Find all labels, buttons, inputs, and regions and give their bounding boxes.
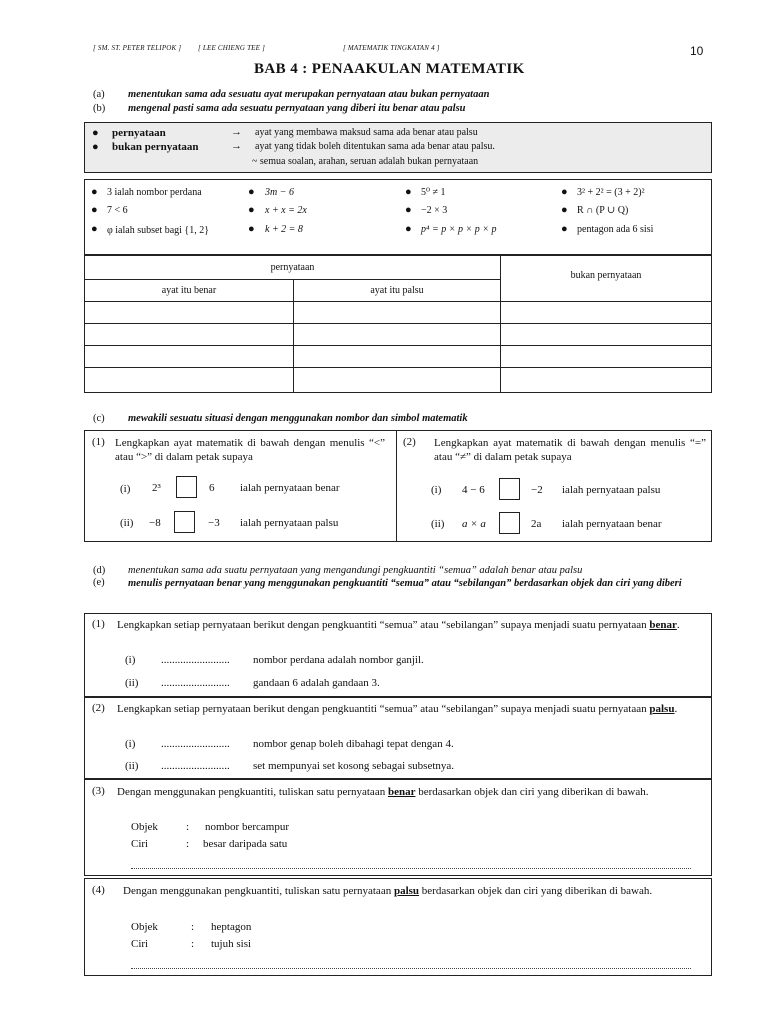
bullet: ●: [561, 204, 568, 216]
expression-right: −3: [208, 517, 220, 529]
objective-a-text: menentukan sama ada sesuatu ayat merupakan pernyataan atau bukan pernyataan: [128, 89, 490, 100]
quantifier-question-1: [84, 613, 712, 697]
sentence-item: pentagon ada 6 sisi: [577, 224, 654, 235]
question-number: (1): [92, 436, 105, 448]
bullet: ●: [248, 204, 255, 216]
item-label: (ii): [125, 760, 139, 772]
sentences-box: [84, 179, 712, 255]
quantifier-question-3: [84, 779, 712, 876]
sentence-item: 3m − 6: [265, 187, 294, 198]
item-text: ialah pernyataan benar: [240, 482, 340, 494]
question-instruction: [123, 884, 701, 898]
item-label: (i): [125, 654, 136, 666]
expression-right: 6: [209, 482, 215, 494]
statement-header: pernyataan: [270, 262, 315, 273]
trait-value: besar daripada satu: [203, 838, 288, 850]
question-number: (2): [403, 436, 416, 448]
instruction-end: .: [676, 619, 680, 631]
keyword: palsu: [393, 885, 420, 897]
sentence-item: x + x = 2x: [265, 205, 307, 216]
arrow-icon: →: [231, 140, 242, 152]
expression-right: −2: [531, 484, 543, 496]
expression-left: 2³: [152, 482, 161, 494]
expression-left: −8: [149, 517, 161, 529]
answer-blank[interactable]: .........................: [161, 760, 230, 772]
item-label: (ii): [431, 518, 445, 530]
symbol-questions-box: [84, 430, 712, 542]
bullet: ●: [405, 204, 412, 216]
instruction-end: .: [674, 703, 678, 715]
bullet: ●: [91, 223, 98, 235]
object-value: heptagon: [211, 921, 252, 933]
bullet: ●: [561, 186, 568, 198]
definition-term: pernyataan: [112, 127, 166, 139]
instruction-text: Dengan menggunakan pengkuantiti, tuliskan satu pernyataan: [117, 786, 386, 798]
school-name: [ SM. ST. PETER TELIPOK ]: [93, 44, 182, 52]
question-instruction: [117, 785, 702, 799]
bullet: ●: [248, 186, 255, 198]
question-number: (3): [92, 785, 105, 797]
chapter-title: BAB 4 : PENAAKULAN MATEMATIK: [254, 61, 525, 77]
item-text: ialah pernyataan benar: [562, 518, 662, 530]
objective-e-text: menulis pernyataan benar yang menggunakan pengkuantiti “semua” atau “sebilangan” berdasarkan objek dan ciri yang diberi: [128, 578, 682, 589]
item-label: (ii): [125, 677, 139, 689]
definition-desc: ayat yang membawa maksud sama ada benar atau palsu: [255, 127, 478, 138]
definition-desc: ayat yang tidak boleh ditentukan sama ada benar atau palsu.: [255, 141, 495, 152]
question-instruction: Lengkapkan ayat matematik di bawah dengan menulis “<” atau “>” di dalam petak supaya: [115, 437, 385, 463]
objective-e-label: (e): [93, 577, 105, 588]
sentence-item: 7 < 6: [107, 205, 128, 216]
classification-table: [84, 255, 712, 393]
bullet: ●: [405, 223, 412, 235]
objective-b-text: mengenal pasti sama ada sesuatu pernyataan yang diberi itu benar atau palsu: [128, 103, 466, 114]
sentence-item: k + 2 = 8: [265, 224, 303, 235]
answer-blank[interactable]: .........................: [161, 677, 230, 689]
answer-box[interactable]: [176, 476, 197, 498]
answer-box[interactable]: [499, 512, 520, 534]
instruction-text: berdasarkan objek dan ciri yang diberikan di bawah.: [418, 786, 649, 798]
bullet: ●: [248, 223, 255, 235]
page-number: 10: [690, 44, 704, 58]
expression-left: 4 − 6: [462, 484, 485, 496]
objective-c-label: (c): [93, 413, 105, 424]
expression-right: 2a: [531, 518, 542, 530]
teacher-name: [ LEE CHIENG TEE ]: [198, 44, 265, 52]
trait-label: Ciri: [131, 938, 149, 950]
quantifier-question-4: [84, 878, 712, 976]
item-label: (ii): [120, 517, 134, 529]
arrow-icon: →: [231, 126, 242, 138]
instruction-text: Lengkapkan setiap pernyataan berikut dengan pengkuantiti “semua” atau “sebilangan” supaya menjadi suatu pernyataan: [117, 703, 647, 715]
answer-box[interactable]: [499, 478, 520, 500]
question-number: (4): [92, 884, 105, 896]
item-label: (i): [120, 483, 131, 495]
quantifier-question-2: [84, 697, 712, 779]
definition-note: ~ semua soalan, arahan, seruan adalah bukan pernyataan: [252, 156, 479, 167]
item-text: set mempunyai set kosong sebagai subsetnya.: [253, 760, 455, 772]
bullet: ●: [91, 204, 98, 216]
bullet: ●: [92, 127, 99, 139]
item-text: ialah pernyataan palsu: [240, 517, 339, 529]
sentence-item: φ ialah subset bagi {1, 2}: [107, 225, 210, 236]
instruction-text: berdasarkan objek dan ciri yang diberikan di bawah.: [421, 885, 653, 897]
sentence-item: R ∩ (P ∪ Q): [577, 205, 629, 216]
definition-box: [84, 122, 712, 173]
bullet: ●: [92, 141, 99, 153]
question-instruction: Lengkapkan ayat matematik di bawah dengan menulis “=” atau “≠” di dalam petak supaya: [434, 437, 706, 463]
subject-name: [ MATEMATIK TINGKATAN 4 ]: [343, 44, 440, 52]
objective-b-label: (b): [93, 103, 106, 114]
item-text: gandaan 6 adalah gandaan 3.: [253, 677, 380, 689]
answer-box[interactable]: [174, 511, 195, 533]
sentence-item: 3 ialah nombor perdana: [107, 187, 202, 198]
trait-label: Ciri: [131, 838, 149, 850]
answer-line[interactable]: [131, 868, 691, 869]
colon: :: [191, 921, 195, 933]
bullet: ●: [91, 186, 98, 198]
question-instruction: [117, 618, 702, 633]
item-text: ialah pernyataan palsu: [562, 484, 661, 496]
object-label: Objek: [131, 921, 158, 933]
answer-blank[interactable]: .........................: [161, 654, 230, 666]
objective-a-label: (a): [93, 89, 105, 100]
item-label: (i): [125, 738, 136, 750]
object-label: Objek: [131, 821, 158, 833]
colon: :: [186, 838, 190, 850]
answer-blank[interactable]: .........................: [161, 738, 230, 750]
sentence-item: 3² + 2² = (3 + 2)²: [577, 187, 645, 198]
answer-line[interactable]: [131, 968, 691, 969]
object-value: nombor bercampur: [205, 821, 289, 833]
question-instruction: [117, 702, 702, 717]
bullet: ●: [561, 223, 568, 235]
keyword: palsu: [649, 703, 675, 715]
non-statement-header: bukan pernyataan: [570, 270, 642, 281]
keyword: benar: [649, 619, 677, 631]
trait-value: tujuh sisi: [211, 938, 252, 950]
item-text: nombor genap boleh dibahagi tepat dengan 4.: [253, 738, 454, 750]
sentence-item: −2 × 3: [421, 205, 448, 216]
question-number: (1): [92, 618, 105, 630]
colon: :: [191, 938, 195, 950]
true-header: ayat itu benar: [161, 285, 217, 296]
objective-d-text: menentukan sama ada suatu pernyataan yang mengandungi pengkuantiti “semua” adalah benar atau palsu: [128, 565, 583, 576]
question-number: (2): [92, 702, 105, 714]
instruction-text: Dengan menggunakan pengkuantiti, tuliskan satu pernyataan: [123, 885, 392, 897]
objective-c-text: mewakili sesuatu situasi dengan menggunakan nombor dan simbol matematik: [128, 413, 468, 424]
sentence-item: 5⁰ ≠ 1: [421, 187, 446, 198]
false-header: ayat itu palsu: [370, 285, 424, 296]
expression-left: a × a: [462, 518, 486, 530]
definition-term: bukan pernyataan: [112, 141, 199, 153]
objective-d-label: (d): [93, 565, 106, 576]
instruction-text: Lengkapkan setiap pernyataan berikut dengan pengkuantiti “semua” atau “sebilangan” supaya menjadi suatu pernyataan: [117, 619, 647, 631]
colon: :: [186, 821, 190, 833]
bullet: ●: [405, 186, 412, 198]
item-label: (i): [431, 484, 442, 496]
keyword: benar: [387, 786, 416, 798]
item-text: nombor perdana adalah nombor ganjil.: [253, 654, 424, 666]
sentence-item: p⁴ = p × p × p × p: [421, 224, 497, 235]
